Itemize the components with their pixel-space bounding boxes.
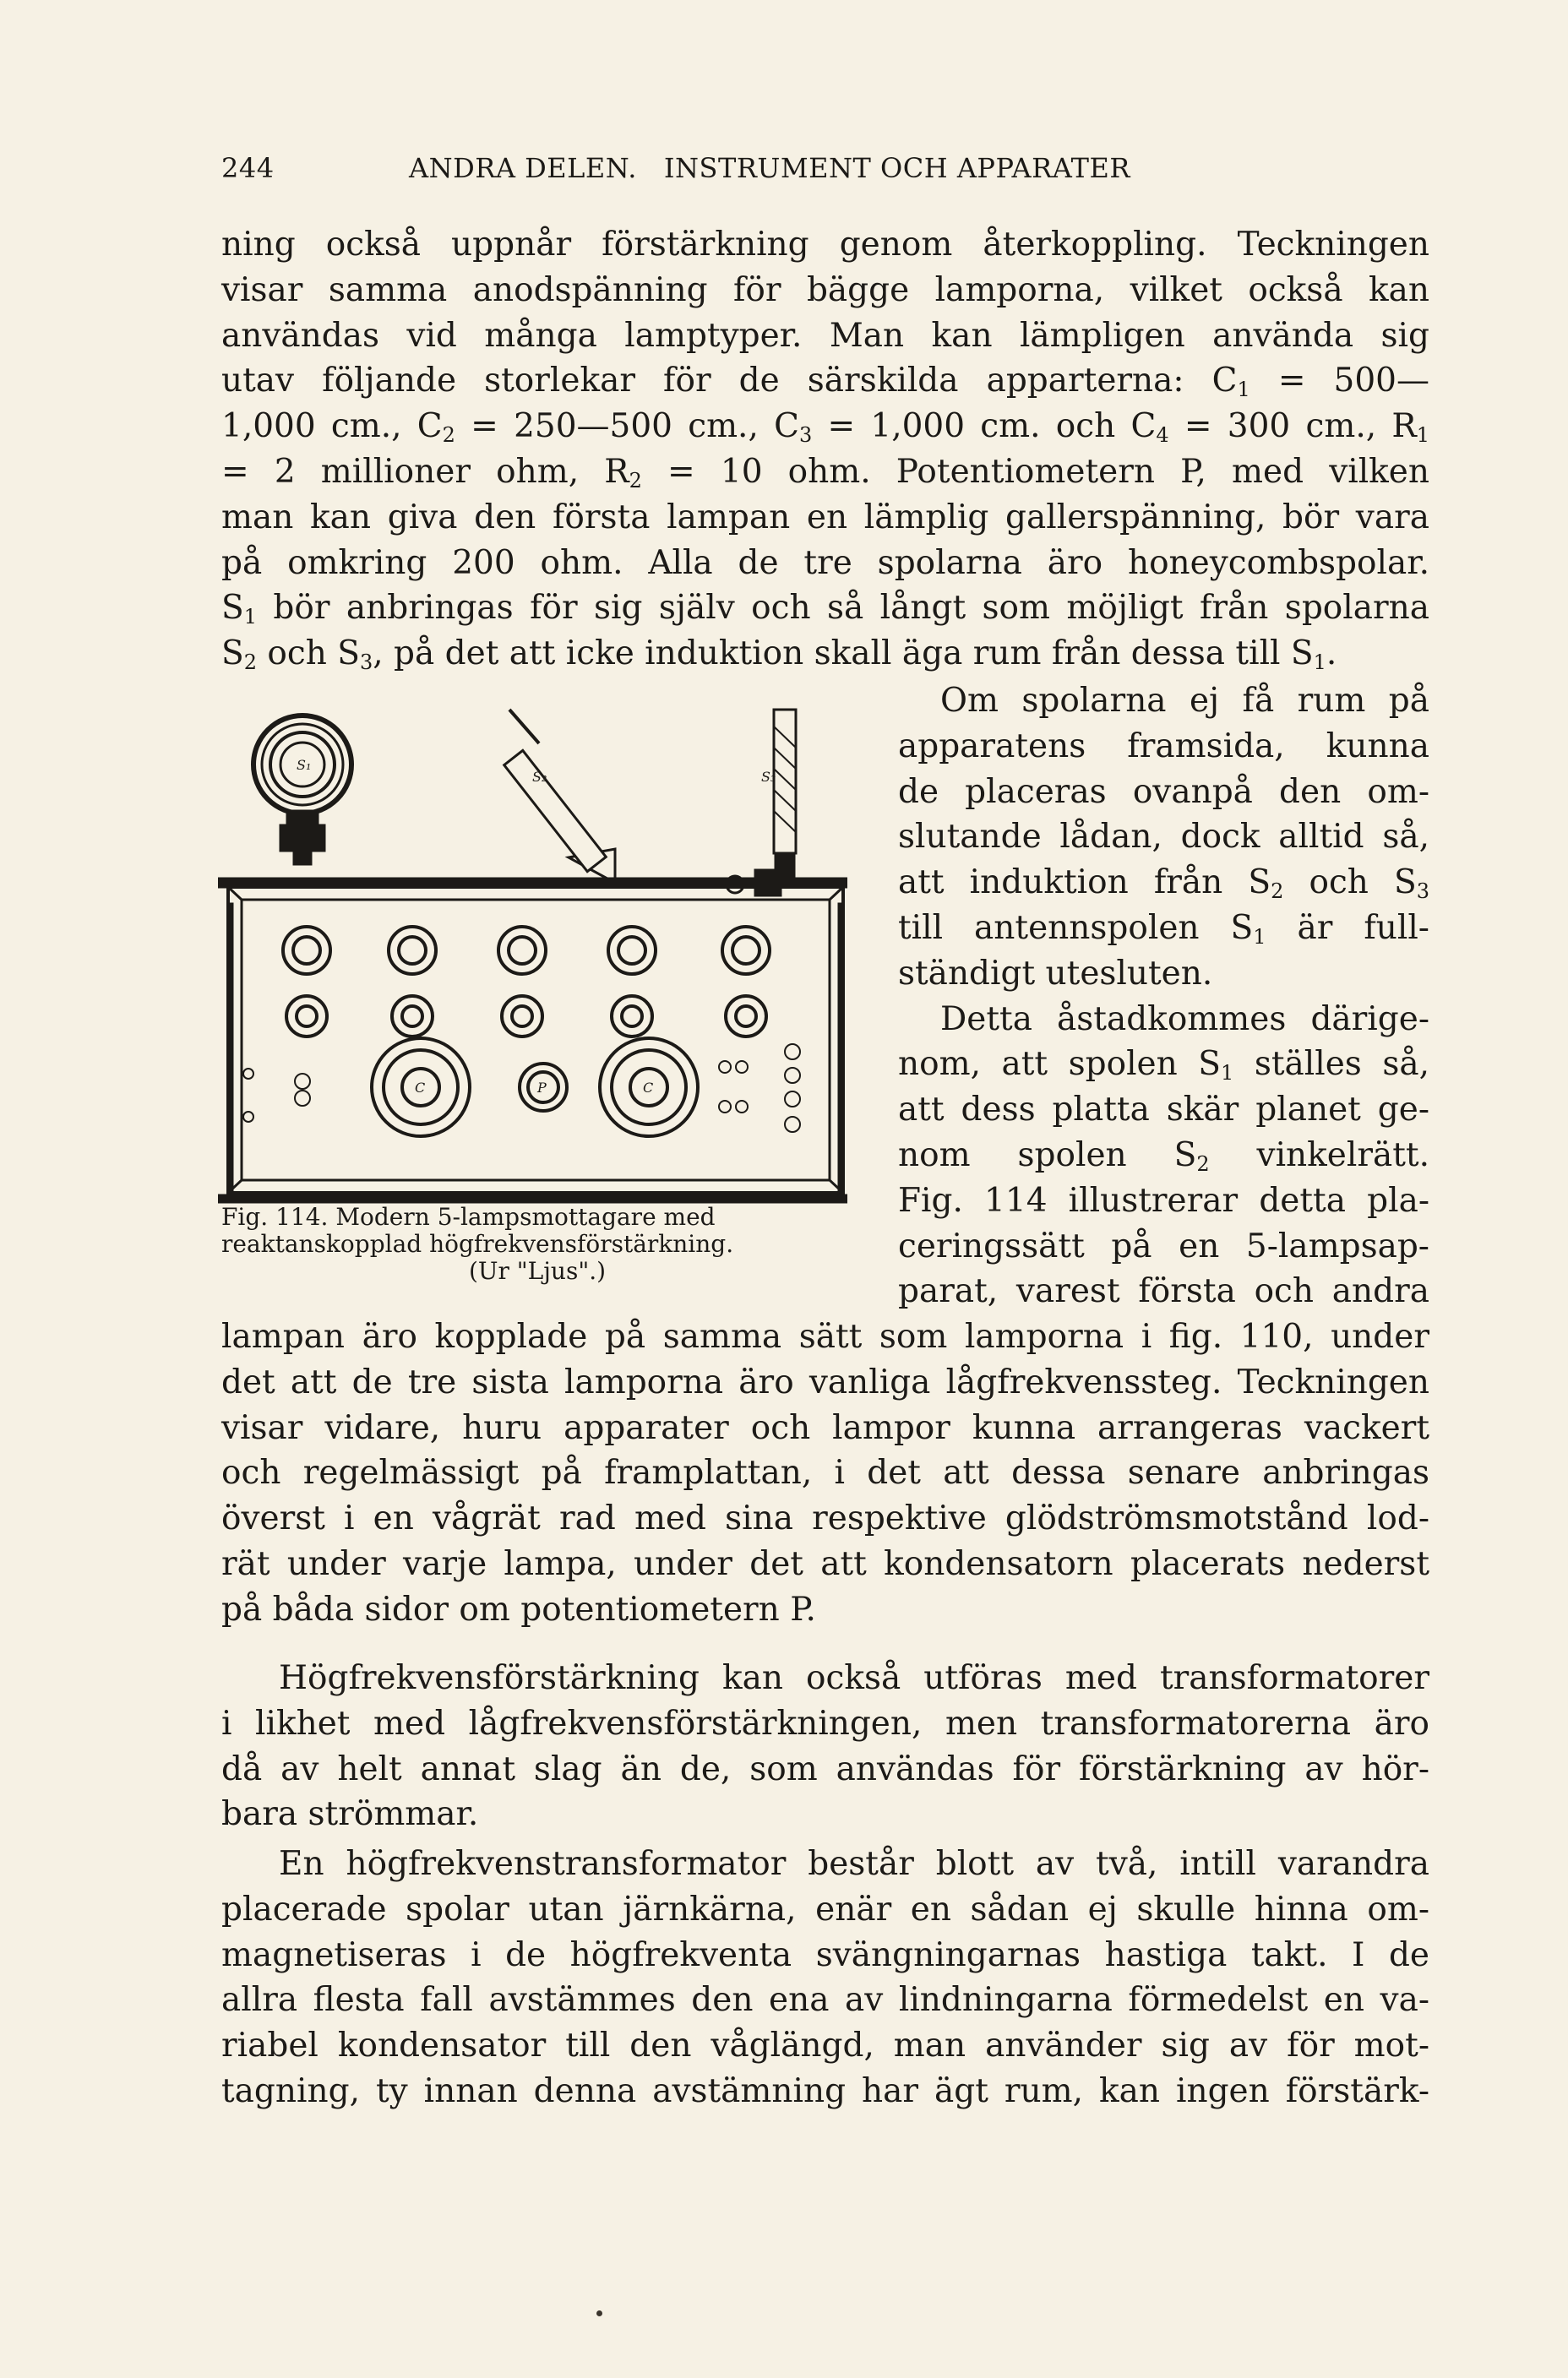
text-line: visar samma anodspänning för bägge lamporna, vilket också kan <box>221 270 1429 309</box>
text-line: = 2 millioner ohm, $R_2 = 10$ ohm. Potentiometern P, med vilken <box>221 452 1429 492</box>
text-line: $S_1$ bör anbringas för sig själv och så långt som möjligt från spolarna <box>221 589 1429 629</box>
text-line: ning också uppnår förstärkning genom återkoppling. Teckningen <box>221 226 1429 264</box>
text-line: de placeras ovanpå den om- <box>898 772 1429 811</box>
text-line: det att de tre sista lamporna äro vanliga lågfrekvenssteg. Teckningen <box>221 1363 1429 1401</box>
figure-114-receiver-illustration <box>218 697 847 1204</box>
text-line: Detta åstadkommes därige- <box>940 999 1429 1038</box>
caption-line: (Ur "Ljus".) <box>468 1257 607 1285</box>
text-line: nom, att spolen $S_1$ ställes så, <box>898 1045 1429 1086</box>
text-line: utav följande storlekar för de särskilda apparterna: $C_1$ = 500— <box>221 362 1429 402</box>
knob-c1-label: C <box>415 1080 426 1096</box>
page-number: 244 <box>221 152 275 184</box>
text-line: överst i en vågrät rad med sina respektive glödströmsmotstånd lod- <box>221 1499 1429 1538</box>
text-line: nom spolen $S_2$ vinkelrätt. <box>898 1135 1429 1176</box>
lamp-row <box>283 927 770 974</box>
text-line: Högfrekvensförstärkning kan också utföras med transformatorer <box>279 1659 1429 1697</box>
coil-s3-label: S₃ <box>761 769 776 785</box>
coil-s1-label: S₁ <box>297 757 312 773</box>
text-line: placerade spolar utan järnkärna, enär en sådan ej skulle hinna om- <box>221 1890 1429 1929</box>
text-line: rät under varje lampa, under det att kondensatorn placerats nederst <box>221 1544 1429 1583</box>
text-line: ceringssätt på en 5-lampsap- <box>898 1227 1429 1265</box>
text-line: magnetiseras i de högfrekventa svängningarnas hastiga takt. I de <box>221 1935 1429 1974</box>
top-paragraph <box>221 222 1429 677</box>
text-line: visar vidare, huru apparater och lampor kunna arrangeras vackert <box>221 1408 1429 1447</box>
text-line: En högfrekvenstransformator består blott av två, intill varandra <box>279 1845 1429 1883</box>
text-line: slutande lådan, dock alltid så, <box>898 818 1429 857</box>
text-line: parat, varest första och andra <box>898 1272 1429 1311</box>
text-line: till antennspolen $S_1$ är full- <box>898 908 1429 949</box>
caption-line: Fig. 114. Modern 5-lampsmottagare med <box>221 1203 716 1231</box>
text-line: användas vid många lamptyper. Man kan lämpligen använda sig <box>221 316 1429 355</box>
rheostat-row <box>286 996 766 1037</box>
paragraph-3 <box>221 1842 1429 2114</box>
coil-s2-s3-icon <box>504 710 796 895</box>
figure-wrap-column <box>898 678 1429 1314</box>
terminal-posts <box>243 1044 800 1132</box>
figure-caption <box>221 1204 853 1285</box>
knob-p-label: P <box>537 1080 547 1096</box>
text-line: ständigt utesluten. <box>898 954 1213 993</box>
paragraph-2 <box>221 1656 1429 1837</box>
text-line: på omkring 200 ohm. Alla de tre spolarna äro honeycombspolar. <box>221 543 1429 582</box>
text-line: man kan giva den första lampan en lämplig gallerspänning, bör vara <box>221 498 1429 536</box>
text-line: allra flesta fall avstämmes den ena av lindningarna förmedelst en va- <box>221 1981 1429 2020</box>
text-line: bara strömmar. <box>221 1795 479 1834</box>
coil-s2-label: S₂ <box>532 769 547 785</box>
text-line: då av helt annat slag än de, som användas för förstärkning av hör- <box>221 1749 1429 1788</box>
running-title: ANDRA DELEN. INSTRUMENT OCH APPARATER <box>409 152 1130 184</box>
continuation-paragraph <box>221 1314 1429 1633</box>
text-line: lampan äro kopplade på samma sätt som lamporna i fig. 110, under <box>221 1318 1429 1356</box>
coil-s1-icon <box>253 716 351 864</box>
text-line: och regelmässigt på framplattan, i det att dessa senare anbringas <box>221 1454 1429 1493</box>
text-line: Fig. 114 illustrerar detta pla- <box>898 1181 1429 1220</box>
text-line: riabel kondensator till den våglängd, man använder sig av för mot- <box>221 2027 1429 2065</box>
text-line: $S_2$ och $S_3$, på det att icke induktion skall äga rum från dessa till $S_1$. <box>221 634 1337 675</box>
text-line: att induktion från $S_2$ och $S_3$ <box>898 863 1429 904</box>
text-line: i likhet med lågfrekvensförstärkningen, men transformatorerna äro <box>221 1704 1429 1743</box>
text-line: att dess platta skär planet ge- <box>898 1091 1429 1129</box>
caption-line: reaktanskopplad högfrekvensförstärkning. <box>221 1230 734 1258</box>
text-line: Om spolarna ej få rum på <box>940 682 1429 720</box>
receiver-drawing <box>218 697 847 1204</box>
paper-speck <box>596 2310 602 2316</box>
knob-c2-label: C <box>643 1080 654 1096</box>
text-line: apparatens framsida, kunna <box>898 726 1429 765</box>
text-line: tagning, ty innan denna avstämning har ägt rum, kan ingen förstärk- <box>221 2071 1429 2110</box>
text-line: på båda sidor om potentiometern P. <box>221 1590 816 1629</box>
text-line: 1,000 cm., $C_2$ = 250—500 cm., $C_3 = 1,000$ cm. och $C_4 = 300$ cm., $R_1$ <box>221 407 1430 448</box>
